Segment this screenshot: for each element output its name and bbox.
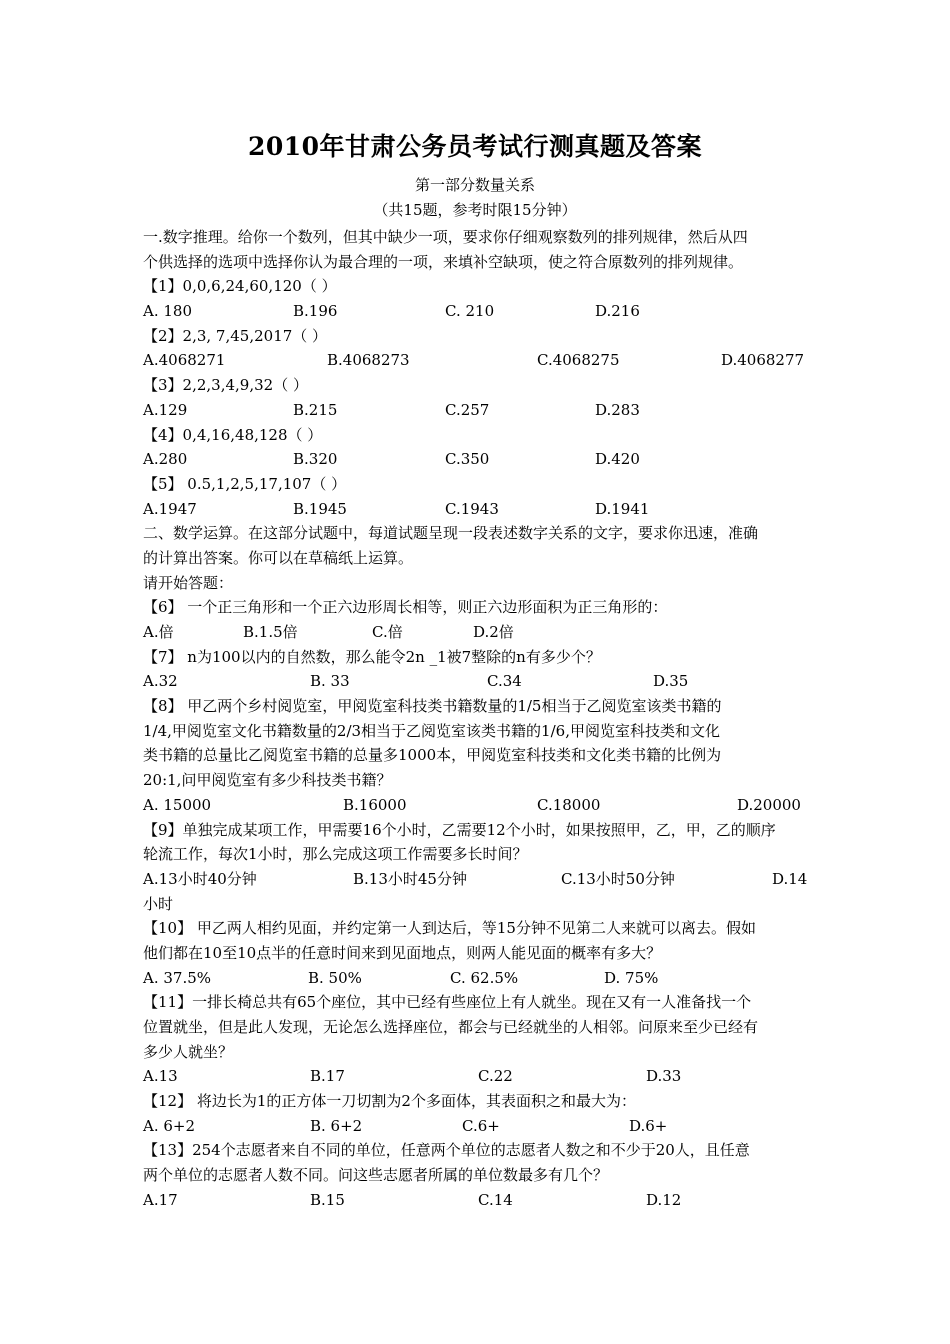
- options-q4: [143, 447, 809, 472]
- option-d: D.14: [772, 869, 808, 888]
- question-11-cont: 位置就坐，但是此人发现，无论怎么选择座位，都会与已经就坐的人相邻。问原来至少已经有: [143, 1018, 759, 1036]
- question-10-cont: 他们都在10至10点半的任意时间来到见面地点，则两人能见面的概率有多大？: [143, 943, 662, 962]
- option-a: A. 37.5%: [143, 968, 212, 987]
- option-b: B. 33: [310, 672, 350, 691]
- options-q1: [143, 299, 809, 324]
- question-13: 【13】254个志愿者来自不同的单位，任意两个单位的志愿者人数之和不少于20人，且任意: [143, 1141, 750, 1160]
- question-9: 【9】单独完成某项工作，甲需要16个小时，乙需要12个小时，如果按照甲，乙，甲，乙的顺序: [143, 820, 776, 839]
- question-5: 【5】 0.5,1,2,5,17,107（ ）: [143, 474, 347, 493]
- instruction-line: 请开始答题：: [143, 573, 234, 592]
- option-c: C.6+: [462, 1116, 500, 1135]
- option-a: A.13小时40分钟: [143, 869, 257, 888]
- option-c: C.34: [487, 672, 522, 691]
- option-c: C. 62.5%: [450, 968, 519, 987]
- section-note: （共15题，参考时限15分钟）: [373, 201, 577, 219]
- question-12: 【12】 将边长为1的正方体一刀切割为2个多面体，其表面积之和最大为：: [143, 1092, 636, 1111]
- option-d-wrap: 小时: [143, 894, 174, 913]
- question-11-cont: 多少人就坐？: [143, 1042, 234, 1061]
- question-6: 【6】 一个正三角形和一个正六边形周长相等，则正六边形面积为正三角形的：: [143, 598, 668, 617]
- instruction-line: 二、数学运算。在这部分试题中，每道试题呈现一段表述数字关系的文字，要求你迅速，准确: [143, 524, 759, 543]
- section-heading: 第一部分数量关系: [414, 176, 535, 194]
- options-q12: [143, 1114, 809, 1139]
- option-d: D.20000: [737, 795, 801, 814]
- question-8-cont: 1/4,甲阅览室文化书籍数量的2/3相当于乙阅览室该类书籍的1/6,甲阅览室科技类和文化: [143, 721, 720, 740]
- options-q10: [143, 966, 809, 991]
- instruction-line: 个供选择的选项中选择你认为最合理的一项，来填补空缺项，使之符合原数列的排列规律。: [143, 252, 744, 271]
- option-b: B.1945: [293, 499, 347, 518]
- question-9-cont: 轮流工作，每次1小时，那么完成这项工作需要多长时间？: [143, 845, 528, 864]
- options-q6: [143, 620, 809, 645]
- option-b: B.13小时45分钟: [353, 869, 467, 888]
- options-q7: [143, 669, 809, 694]
- document-body: [143, 225, 809, 1213]
- option-c: C.13小时50分钟: [561, 869, 675, 888]
- question-2: 【2】2,3, 7,45,2017（ ）: [143, 326, 328, 345]
- option-d: D.1941: [595, 499, 650, 518]
- option-d: D.12: [646, 1190, 682, 1209]
- question-8-cont: 20:1,问甲阅览室有多少科技类书籍？: [143, 771, 392, 790]
- option-d: D.6+: [629, 1116, 668, 1135]
- option-b: B.4068273: [327, 351, 410, 370]
- option-a: A.17: [143, 1190, 178, 1209]
- question-8-cont: 类书籍的总量比乙阅览室书籍的总量多1000本，甲阅览室科技类和文化类书籍的比例为: [143, 746, 722, 765]
- option-d: D.216: [595, 302, 640, 321]
- option-b: B.15: [310, 1190, 345, 1209]
- option-b: B. 50%: [308, 968, 362, 987]
- option-b: B. 6+2: [310, 1116, 363, 1135]
- question-11: 【11】一排长椅总共有65个座位，其中已经有些座位上有人就坐。现在又有一人准备找一个: [143, 993, 752, 1012]
- option-a: A.1947: [143, 499, 197, 518]
- option-a: A.4068271: [143, 351, 226, 370]
- options-q9: [143, 867, 809, 892]
- option-a: A.129: [143, 400, 188, 419]
- options-q2: [143, 348, 809, 373]
- option-c: C.350: [445, 450, 490, 469]
- instruction-line: 一.数字推理。给你一个数列，但其中缺少一项，要求你仔细观察数列的排列规律，然后从四: [143, 228, 748, 246]
- question-4: 【4】0,4,16,48,128（ ）: [143, 425, 323, 444]
- option-c: C.18000: [537, 795, 601, 814]
- option-d: D.4068277: [721, 351, 805, 370]
- instruction-line: 的计算出答案。你可以在草稿纸上运算。: [143, 548, 414, 567]
- option-c: C.4068275: [537, 351, 620, 370]
- question-8: 【8】 甲乙两个乡村阅览室，甲阅览室科技类书籍数量的1/5相当于乙阅览室该类书籍的: [143, 697, 722, 716]
- option-b: B.320: [293, 450, 338, 469]
- options-q5: [143, 497, 809, 522]
- option-a: A.13: [143, 1067, 178, 1086]
- option-a: A.32: [143, 672, 178, 691]
- option-b: B.16000: [343, 795, 407, 814]
- option-b: B.215: [293, 400, 338, 419]
- option-c: C.1943: [445, 499, 499, 518]
- option-d: D. 75%: [604, 968, 659, 987]
- question-1: 【1】0,0,6,24,60,120（ ）: [143, 277, 337, 296]
- option-a: A.倍: [143, 623, 174, 641]
- option-c: C.14: [478, 1190, 513, 1209]
- option-a: A.280: [143, 450, 188, 469]
- option-a: A. 15000: [143, 795, 212, 814]
- option-c: C. 210: [445, 302, 495, 321]
- option-d: D.420: [595, 450, 640, 469]
- options-q3: [143, 398, 809, 423]
- option-a: A. 180: [143, 302, 192, 321]
- option-d: D.33: [646, 1067, 682, 1086]
- option-d: D.2倍: [473, 623, 514, 641]
- question-3: 【3】2,2,3,4,9,32（ ）: [143, 376, 308, 395]
- option-d: D.283: [595, 400, 640, 419]
- option-d: D.35: [653, 672, 689, 691]
- option-b: B.196: [293, 302, 338, 321]
- options-q13: [143, 1188, 809, 1213]
- options-q11: [143, 1064, 809, 1089]
- page-title: 2010年甘肃公务员考试行测真题及答案: [247, 132, 703, 161]
- options-q8: [143, 793, 809, 818]
- question-10: 【10】 甲乙两人相约见面，并约定第一人到达后，等15分钟不见第二人来就可以离去。假如: [143, 919, 756, 938]
- option-c: C.倍: [372, 623, 403, 641]
- question-13-cont: 两个单位的志愿者人数不同。问这些志愿者所属的单位数最多有几个？: [143, 1166, 609, 1185]
- question-7: 【7】 n为100以内的自然数，那么能令2n _1被7整除的n有多少个？: [143, 647, 601, 666]
- option-c: C.257: [445, 400, 490, 419]
- option-b: B.17: [310, 1067, 345, 1086]
- option-a: A. 6+2: [143, 1116, 196, 1135]
- option-c: C.22: [478, 1067, 513, 1086]
- option-b: B.1.5倍: [243, 623, 298, 641]
